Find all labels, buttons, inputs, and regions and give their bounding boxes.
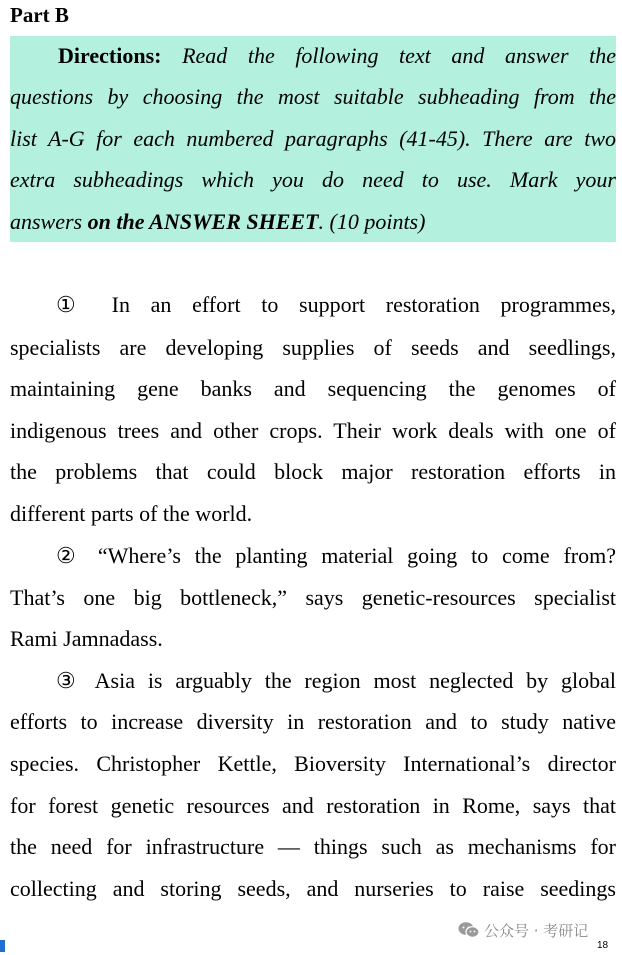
wechat-icon bbox=[458, 921, 480, 939]
paragraph-1-line-3: maintaining gene banks and sequencing the genomes of bbox=[10, 376, 616, 401]
paragraph-1-line-6: different parts of the world. bbox=[10, 501, 253, 526]
directions-box bbox=[10, 36, 616, 242]
answer-sheet-emphasis: on the ANSWER SHEET bbox=[87, 209, 319, 234]
directions-label: Directions: bbox=[58, 43, 162, 68]
page-edge-marker bbox=[0, 940, 5, 952]
paragraph-1-line-2: specialists are developing supplies of seeds and seedlings, bbox=[10, 335, 616, 360]
watermark-text: 公众号 · 考研记 bbox=[484, 921, 589, 940]
paragraph-3-line-1: ③ Asia is arguably the region most neglected by global bbox=[56, 668, 616, 693]
paragraph-2-line-3: Rami Jamnadass. bbox=[10, 626, 163, 651]
paragraph-3-line-3: species. Christopher Kettle, Bioversity International’s director bbox=[10, 751, 616, 776]
directions-line-5: answers on the ANSWER SHEET. (10 points) bbox=[10, 209, 426, 234]
paragraph-3-line-5: the need for infrastructure — things such as mechanisms for bbox=[10, 834, 616, 859]
paragraph-1-line-5: the problems that could block major restoration efforts in bbox=[10, 459, 616, 484]
paragraph-1-line-1: ① In an effort to support restoration programmes, bbox=[56, 292, 616, 317]
section-heading: Part B bbox=[10, 3, 69, 27]
directions-line-3: list A-G for each numbered paragraphs (41-45). There are two bbox=[10, 126, 616, 151]
page-number: 18 bbox=[597, 940, 609, 951]
watermark bbox=[458, 920, 588, 940]
paragraph-3-line-4: for forest genetic resources and restoration in Rome, says that bbox=[10, 793, 616, 818]
paragraph-1-line-4: indigenous trees and other crops. Their work deals with one of bbox=[10, 418, 616, 443]
paragraph-3-line-6: collecting and storing seeds, and nurseries to raise seedings bbox=[10, 876, 616, 901]
paragraph-3-line-2: efforts to increase diversity in restoration and to study native bbox=[10, 709, 616, 734]
directions-line-1: Directions: Read the following text and answer the bbox=[58, 43, 616, 68]
paragraph-2-line-2: That’s one big bottleneck,” says genetic-resources specialist bbox=[10, 585, 616, 610]
directions-line-2: questions by choosing the most suitable subheading from the bbox=[10, 84, 616, 109]
paragraph-2-line-1: ② “Where’s the planting material going to come from? bbox=[56, 543, 616, 568]
directions-line-4: extra subheadings which you do need to use. Mark your bbox=[10, 167, 616, 192]
